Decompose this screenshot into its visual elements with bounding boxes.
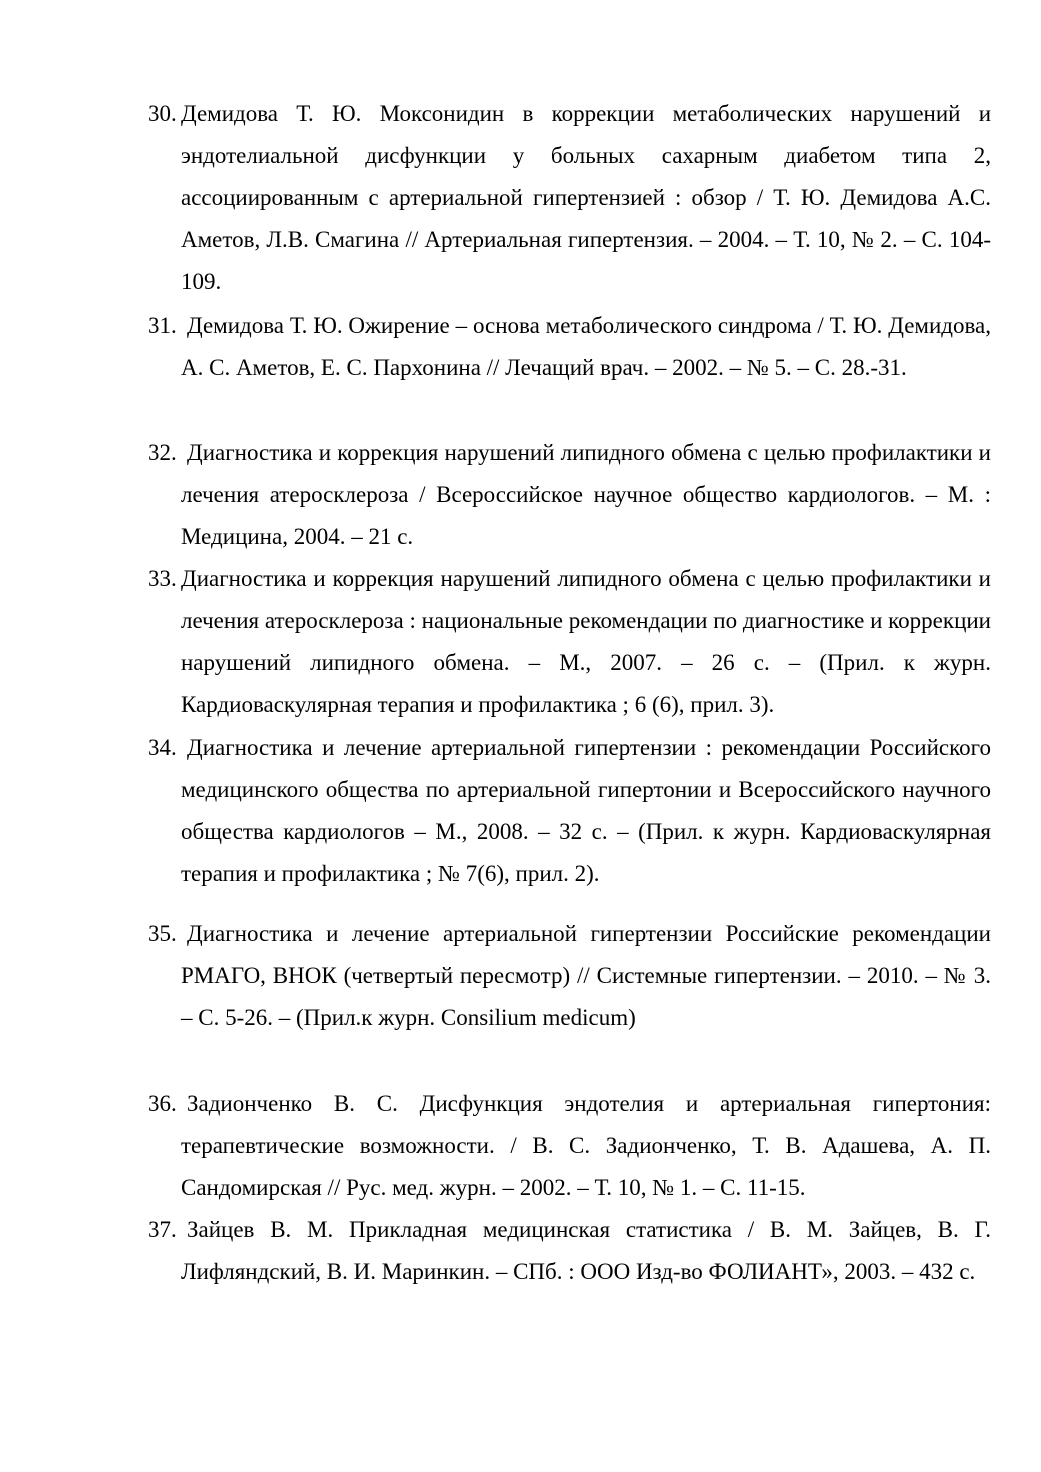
- reference-item: [148, 1209, 991, 1293]
- reference-item: [148, 558, 991, 726]
- reference-item: [148, 432, 991, 558]
- reference-text: Зайцев В. М. Прикладная медицинская статистика / В. М. Зайцев, В. Г. Лифляндский, В. И. Маринкин. – СПб. : ООО Изд-во ФОЛИАНТ», 2003. – 432 с.: [181, 1217, 991, 1284]
- reference-number: 35.: [148, 921, 177, 946]
- reference-number: 31.: [148, 313, 177, 338]
- reference-number: 33.: [148, 566, 177, 591]
- reference-text: Диагностика и лечение артериальной гипертензии : рекомендации Российского медицинского общества по артериальной гипертонии и Всероссийского научного общества кардиологов – М., 2008. – 32 с. – (Прил. к журн. Кардиоваскулярная терапия и профилактика ; № 7(6), прил. 2).: [181, 735, 991, 886]
- reference-item: [148, 1083, 991, 1209]
- reference-number: 30.: [148, 101, 177, 126]
- reference-item: [148, 727, 991, 895]
- reference-number: 36.: [148, 1091, 177, 1116]
- reference-text: Диагностика и коррекция нарушений липидного обмена с целью профилактики и лечения атеросклероза / Всероссийское научное общество кардиологов. – М. : Медицина, 2004. – 21 с.: [181, 440, 991, 549]
- reference-item: [148, 305, 991, 389]
- reference-item: [148, 913, 991, 1039]
- reference-text: Диагностика и лечение артериальной гипертензии Российские рекомендации РМАГО, ВНОК (четвертый пересмотр) // Системные гипертензии. – 2010. – № 3. – С. 5-26. – (Прил.к журн. Consilium medicum): [181, 921, 991, 1030]
- reference-item: [148, 93, 991, 303]
- reference-number: 37.: [148, 1217, 177, 1242]
- reference-text: Диагностика и коррекция нарушений липидного обмена с целью профилактики и лечения атеросклероза : национальные рекомендации по диагностике и коррекции нарушений липидного обмена. – М., 2007. – 26 с. – (Прил. к журн. Кардиоваскулярная терапия и профилактика ; 6 (6), прил. 3).: [181, 566, 991, 717]
- reference-text: Задионченко В. С. Дисфункция эндотелия и артериальная гипертония: терапевтические возможности. / В. С. Задионченко, Т. В. Адашева, А. П. Сандомирская // Рус. мед. журн. – 2002. – Т. 10, № 1. – С. 11-15.: [181, 1091, 991, 1200]
- reference-text: Демидова Т. Ю. Моксонидин в коррекции метаболических нарушений и эндотелиальной дисфункции у больных сахарным диабетом типа 2, ассоциированным с артериальной гипертензией : обзор / Т. Ю. Демидова А.С. Аметов, Л.В. Смагина // Артериальная гипертензия. – 2004. – Т. 10, № 2. – С. 104-109.: [181, 101, 991, 294]
- reference-number: 32.: [148, 440, 177, 465]
- reference-number: 34.: [148, 735, 177, 760]
- reference-text: Демидова Т. Ю. Ожирение – основа метаболического синдрома / Т. Ю. Демидова, А. С. Аметов, Е. С. Пархонина // Лечащий врач. – 2002. – № 5. – С. 28.-31.: [181, 313, 991, 380]
